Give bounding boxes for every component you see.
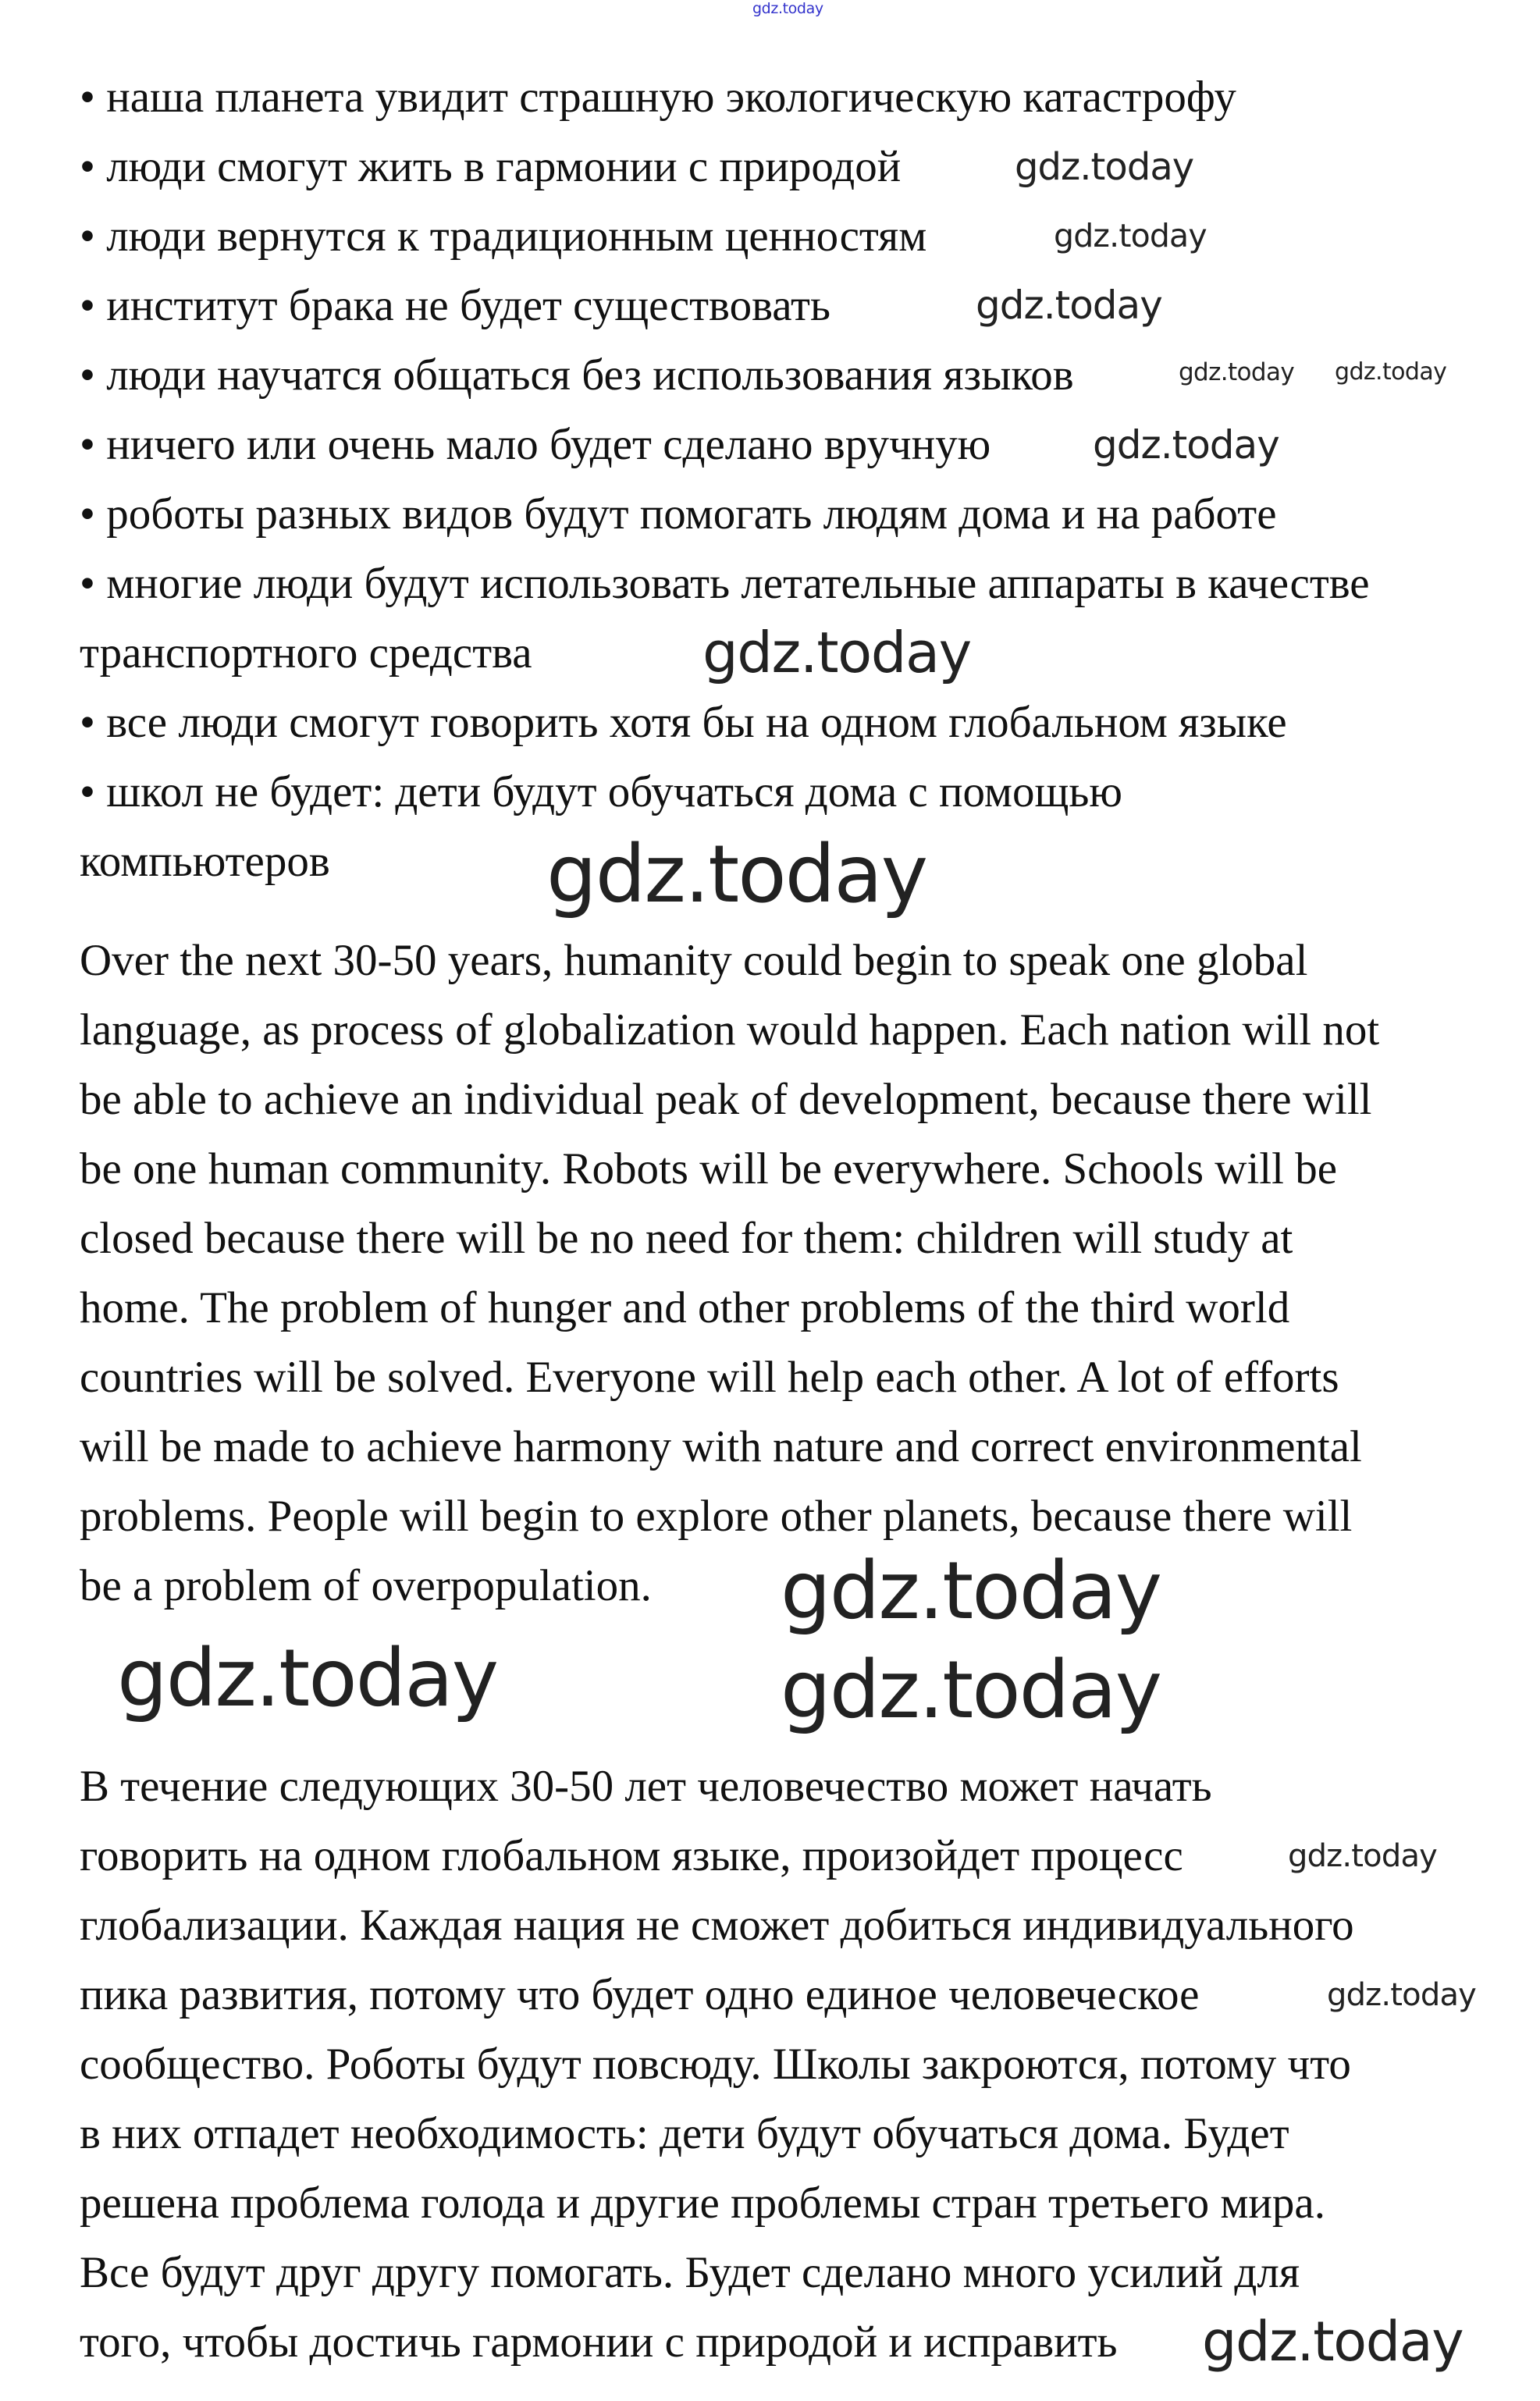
- bullet-item: • роботы разных видов будут помогать людям дома и на работе: [80, 489, 1277, 539]
- watermark: gdz.today: [1202, 2310, 1464, 2374]
- paragraph-line: be able to achieve an individual peak of development, because there will: [80, 1075, 1372, 1124]
- bullet-item: • люди научатся общаться без использования языков: [80, 350, 1074, 400]
- paragraph-line: сообщество. Роботы будут повсюду. Школы закроются, потому что: [80, 2040, 1351, 2089]
- paragraph-line: be a problem of overpopulation.: [80, 1561, 652, 1610]
- bullet-item: • институт брака не будет существовать: [80, 281, 830, 330]
- paragraph-line: will be made to achieve harmony with nature and correct environmental: [80, 1422, 1362, 1471]
- bullet-item: • все люди смогут говорить хотя бы на одном глобальном языке: [80, 698, 1287, 747]
- bullet-item-continuation: компьютеров: [80, 837, 330, 886]
- paragraph-line: в них отпадет необходимость: дети будут обучаться дома. Будет: [80, 2109, 1289, 2158]
- watermark: gdz.today: [976, 283, 1162, 328]
- watermark: gdz.today: [546, 828, 927, 921]
- paragraph-line: language, as process of globalization would happen. Each nation will not: [80, 1005, 1380, 1055]
- paragraph-line: countries will be solved. Everyone will help each other. A lot of efforts: [80, 1353, 1339, 1402]
- watermark: gdz.today: [1054, 217, 1207, 254]
- bullet-item: • люди смогут жить в гармонии с природой: [80, 142, 902, 191]
- bullet-item: • школ не будет: дети будут обучаться дома с помощью: [80, 767, 1122, 816]
- watermark: gdz.today: [1093, 422, 1279, 468]
- paragraph-line: Over the next 30-50 years, humanity could begin to speak one global: [80, 936, 1308, 985]
- watermark: gdz.today: [1327, 1977, 1477, 2013]
- watermark: gdz.today: [1288, 1838, 1438, 1874]
- paragraph-line: В течение следующих 30-50 лет человечество может начать: [80, 1762, 1212, 1811]
- bullet-item: • люди вернутся к традиционным ценностям: [80, 212, 927, 261]
- bullet-item: • ничего или очень мало будет сделано вручную: [80, 420, 991, 469]
- paragraph-line: глобализации. Каждая нация не сможет добиться индивидуального: [80, 1901, 1354, 1950]
- paragraph-line: того, чтобы достичь гармонии с природой и исправить: [80, 2317, 1118, 2367]
- watermark: gdz.today: [1335, 358, 1447, 386]
- bullet-item-continuation: транспортного средства: [80, 628, 532, 678]
- paragraph-line: говорить на одном глобальном языке, произойдет процесс: [80, 1831, 1183, 1880]
- watermark: gdz.today: [1179, 358, 1295, 386]
- paragraph-line: problems. People will begin to explore other planets, because there will: [80, 1492, 1353, 1541]
- paragraph-line: пика развития, потому что будет одно единое человеческое: [80, 1970, 1200, 2019]
- paragraph-line: be one human community. Robots will be everywhere. Schools will be: [80, 1144, 1338, 1193]
- watermark: gdz.today: [1015, 145, 1194, 189]
- paragraph-line: Все будут друг другу помогать. Будет сделано много усилий для: [80, 2248, 1300, 2297]
- paragraph-line: home. The problem of hunger and other problems of the third world: [80, 1283, 1290, 1332]
- russian-paragraph: [80, 1752, 1354, 2377]
- watermark: gdz.today: [702, 620, 971, 685]
- watermark: gdz.today: [781, 1644, 1161, 1737]
- header-watermark: gdz.today: [752, 0, 823, 17]
- bullet-item: • многие люди будут использовать летательные аппараты в качестве: [80, 559, 1370, 608]
- english-paragraph: [80, 926, 1379, 1620]
- bullet-item: • наша планета увидит страшную экологическую катастрофу: [80, 73, 1236, 122]
- watermark: gdz.today: [117, 1632, 498, 1725]
- paragraph-line: решена проблема голода и другие проблемы стран третьего мира.: [80, 2179, 1325, 2228]
- watermark: gdz.today: [781, 1545, 1161, 1638]
- paragraph-line: closed because there will be no need for them: children will study at: [80, 1214, 1293, 1263]
